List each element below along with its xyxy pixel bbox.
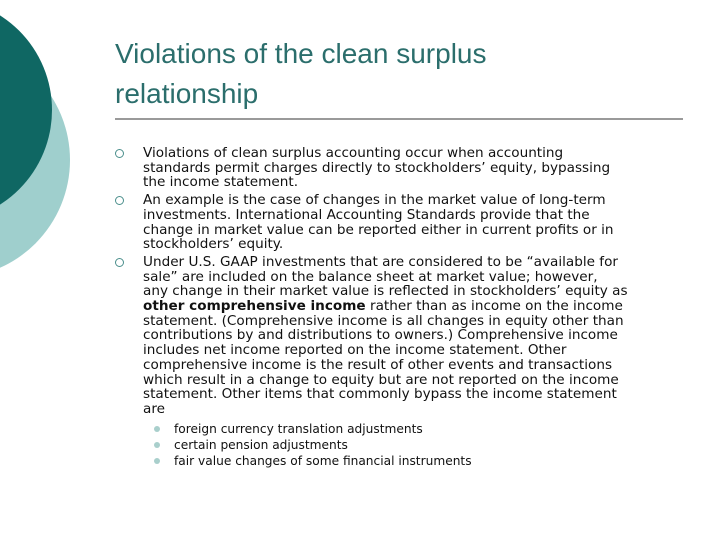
bullet-item (115, 255, 685, 469)
bold-term: other comprehensive income (143, 298, 366, 315)
bullet-line: Under U.S. GAAP investments that are considered to be “available for (143, 253, 618, 270)
sub-bullet-text: certain pension adjustments (174, 437, 348, 452)
bullet-line: which result in a change to equity but are not reported on the income (143, 371, 619, 388)
bullet-line: are (143, 400, 165, 417)
bullet-line: the income statement. (143, 174, 299, 191)
slide-body (115, 146, 685, 472)
sub-bullet-text: foreign currency translation adjustments (174, 421, 423, 436)
ring-bullet-icon (115, 196, 124, 205)
bullet-line: includes net income reported on the income statement. Other (143, 342, 567, 359)
bullet-line: statement. Other items that commonly bypass the income statement (143, 386, 617, 403)
bullet-line: standards permit charges directly to stockholders’ equity, bypassing (143, 159, 611, 176)
bullet-line: An example is the case of changes in the market value of long-term (143, 192, 606, 209)
dot-bullet-icon (154, 426, 160, 432)
bullet-line: sale” are included on the balance sheet at market value; however, (143, 268, 598, 285)
slide-title: Violations of the clean surplus relationship (115, 38, 487, 109)
bullet-line: contributions by and distributions to owners.) Comprehensive income (143, 327, 618, 344)
sub-bullet-item (143, 453, 685, 469)
dot-bullet-icon (154, 442, 160, 448)
bullet-line: statement. (Comprehensive income is all changes in equity other than (143, 312, 624, 329)
dot-bullet-icon (154, 458, 160, 464)
ring-bullet-icon (115, 149, 124, 158)
bullet-item (115, 193, 685, 252)
ring-bullet-icon (115, 258, 124, 267)
title-divider (115, 118, 683, 120)
bullet-line: any change in their market value is reflected in stockholders’ equity as (143, 283, 628, 300)
bullet-line (143, 299, 685, 314)
sub-bullet-text: fair value changes of some financial instruments (174, 453, 472, 468)
sub-bullet-list (143, 421, 685, 469)
decorative-circles (0, 0, 80, 300)
bullet-line: Violations of clean surplus accounting occur when accounting (143, 145, 564, 161)
bullet-line: stockholders’ equity. (143, 236, 284, 253)
sub-bullet-item (143, 421, 685, 437)
bullet-line: change in market value can be reported either in current profits or in (143, 221, 614, 238)
bullet-line-rest: rather than as income on the income (365, 298, 623, 315)
sub-bullet-item (143, 437, 685, 453)
bullet-line: comprehensive income is the result of other events and transactions (143, 356, 613, 373)
bullet-item (115, 146, 685, 190)
bullet-line: investments. International Accounting Standards provide that the (143, 206, 590, 223)
